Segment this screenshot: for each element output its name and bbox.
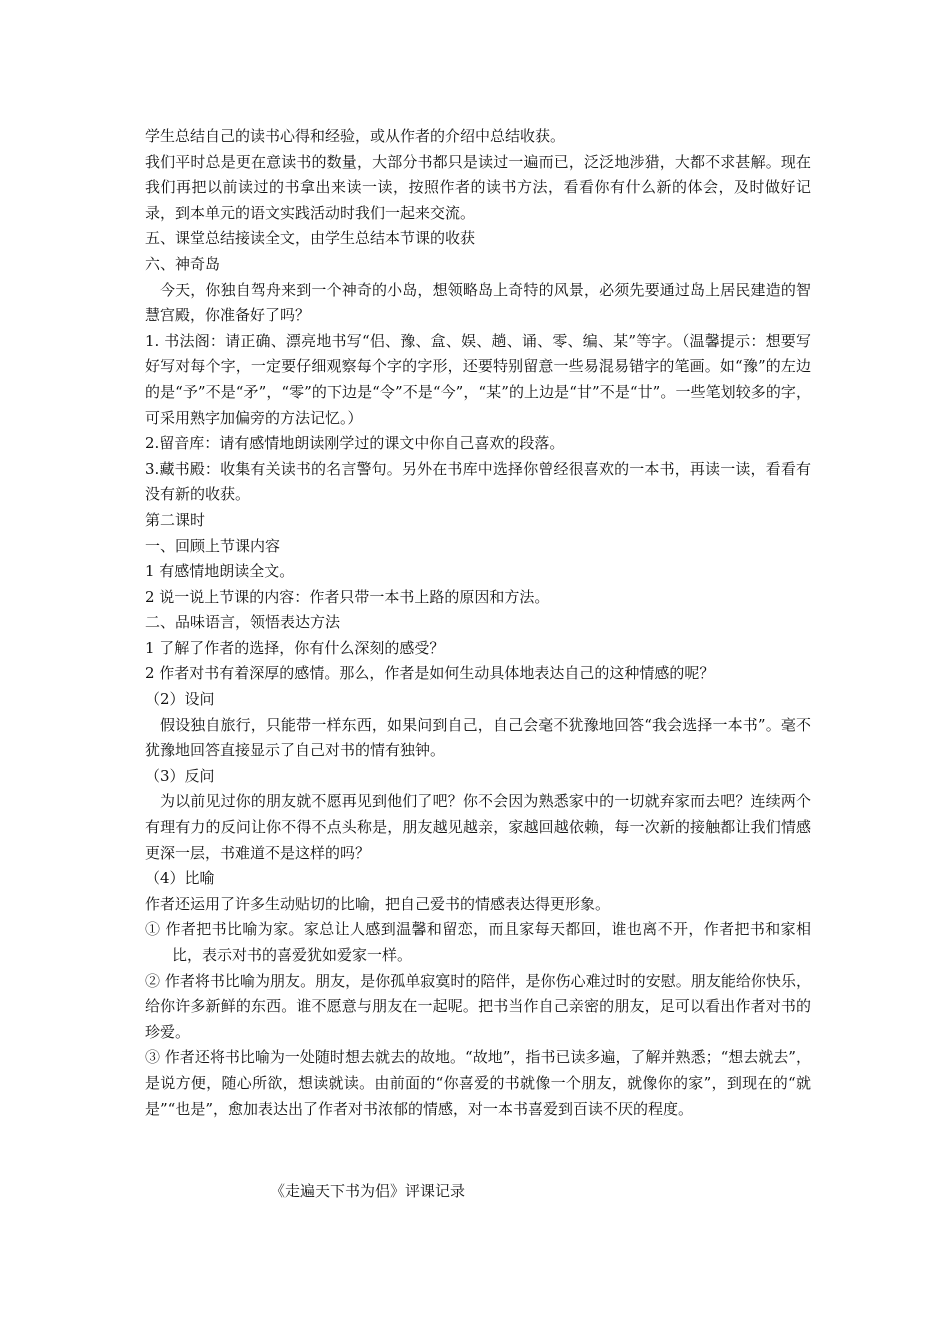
paragraph-counter-question: 为以前见过你的朋友就不愿再见到他们了吧？你不会因为熟悉家中的一切就弃家而去吧？连续两个有理有力的反问让你不得不点头称是，朋友越见越亲，家越回越依赖，每一次新的接触都让我们情感更深一层，书难道不是这样的吗？ xyxy=(145,792,811,862)
section-heading-language: 二、品味语言，领悟表达方法 xyxy=(145,613,341,632)
paragraph-island-intro: 今天，你独自驾舟来到一个神奇的小岛，想领略岛上奇特的风景，必须先要通过岛上居民建造的智慧宫殿，你准备好了吗？ xyxy=(145,280,811,325)
list-item-metaphor-place: ③ 作者还将书比喻为一处随时想去就去的故地。“故地”，指书已读多遍，了解并熟悉；“想去就去”，是说方便，随心所欲，想读就读。由前面的“你喜爱的书就像一个朋友，就像你的家”，到现在的“就是”“也是”，愈加表达出了作者对书浓郁的情感，对一本书喜爱到百读不厌的程度。 xyxy=(145,1048,811,1118)
paragraph-2: 我们平时总是更在意读书的数量，大部分书都只是读过一遍而已，泛泛地涉猎，大都不求甚解。现在我们再把以前读过的书拿出来读一读，按照作者的读书方法，看看你有什么新的体会，及时做好记录，到本单元的语文实践活动时我们一起来交流。 xyxy=(145,152,811,222)
section-heading-6: 六、神奇岛 xyxy=(145,254,221,273)
list-item-expression: 2 作者对书有着深厚的感情。那么，作者是如何生动具体地表达自己的这种情感的呢？ xyxy=(145,664,715,683)
list-item-audio: 2.留音库：请有感情地朗读刚学过的课文中你自己喜欢的段落。 xyxy=(145,434,565,453)
subheading-counter-question: （3）反问 xyxy=(145,766,215,785)
subheading-metaphor: （4）比喻 xyxy=(145,869,215,888)
paragraph-1: 学生总结自己的读书心得和经验，或从作者的介绍中总结收获。 xyxy=(145,127,566,145)
list-item-recap: 2 说一说上节课的内容：作者只带一本书上路的原因和方法。 xyxy=(145,587,550,606)
document-body xyxy=(145,124,811,1122)
list-item-metaphor-home: ① 作者把书比喻为家。家总让人感到温馨和留恋，而且家每天都回，谁也离不开，作者把书和家相比，表示对书的喜爱犹如爱家一样。 xyxy=(145,920,811,964)
footer-title: 《走遍天下书为侣》评课记录 xyxy=(270,1182,466,1200)
list-item-read-aloud: 1 有感情地朗读全文。 xyxy=(145,562,295,581)
list-item-feeling: 1 了解了作者的选择，你有什么深刻的感受？ xyxy=(145,638,445,657)
list-item-calligraphy: 1. 书法阁：请正确、漂亮地书写“侣、豫、盒、娱、趟、诵、零、编、某”等字。（温馨提示：想要写好写对每个字，一定要仔细观察每个字的字形，还要特别留意一些易混易错字的笔画。如“豫”的左边的是“予”不是“矛”，“零”的下边是“令”不是“今”，“某”的上边是“甘”不是“廿”。一些笔划较多的字，可采用熟字加偏旁的方法记忆。） xyxy=(145,331,811,427)
list-item-metaphor-friend: ② 作者将书比喻为朋友。朋友，是你孤单寂寞时的陪伴，是你伤心难过时的安慰。朋友能给你快乐，给你许多新鲜的东西。谁不愿意与朋友在一起呢。把书当作自己亲密的朋友，足可以看出作者对书的珍爱。 xyxy=(145,971,811,1041)
paragraph-rhetorical-question: 假设独自旅行，只能带一样东西，如果问到自己，自己会毫不犹豫地回答“我会选择一本书”。毫不犹豫地回答直接显示了自己对书的情有独钟。 xyxy=(145,715,811,760)
paragraph-metaphor-intro: 作者还运用了许多生动贴切的比喻，把自己爱书的情感表达得更形象。 xyxy=(145,894,611,913)
section-heading-review: 一、回顾上节课内容 xyxy=(145,536,281,555)
section-heading-5: 五、课堂总结接读全文，由学生总结本节课的收获 xyxy=(145,229,476,248)
subheading-rhetorical-question: （2）设问 xyxy=(145,690,215,709)
list-item-library: 3.藏书殿：收集有关读书的名言警句。另外在书库中选择你曾经很喜欢的一本书，再读一读，看看有没有新的收获。 xyxy=(145,459,811,504)
lesson-heading: 第二课时 xyxy=(145,510,206,529)
